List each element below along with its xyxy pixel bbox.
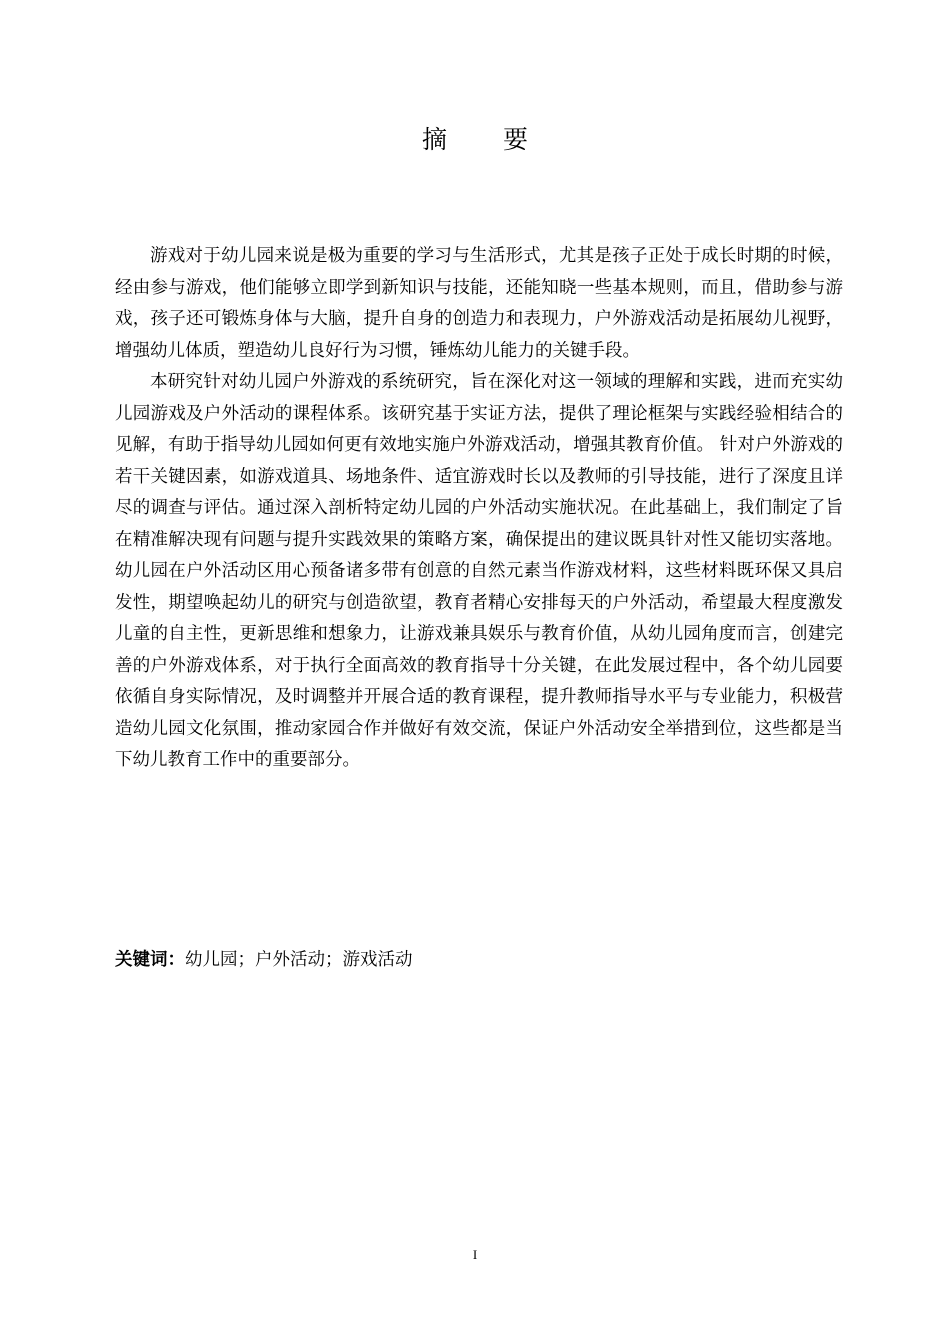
abstract-body (115, 241, 843, 777)
page-number: I (472, 1247, 478, 1262)
abstract-paragraph-2: 本研究针对幼儿园户外游戏的系统研究，旨在深化对这一领域的理解和实践，进而充实幼儿园游戏及户外活动的课程体系。该研究基于实证方法，提供了理论框架与实践经验相结合的见解，有助于指导幼儿园如何更有效地实施户外游戏活动，增强其教育价值。 针对户外游戏的若干关键因素，如游戏道具、场地条件、适宜游戏时长以及教师的引导技能，进行了深度且详尽的调查与评估。通过深入剖析特定幼儿园的户外活动实施状况。在此基础上，我们制定了旨在精准解决现有问题与提升实践效果的策略方案，确保提出的建议既具针对性又能切实落地。 幼儿园在户外活动区用心预备诸多带有创意的自然元素当作游戏材料，这些材料既环保又具启发性，期望唤起幼儿的研究与创造欲望，教育者精心安排每天的户外活动，希望最大程度激发儿童的自主性，更新思维和想象力，让游戏兼具娱乐与教育价值，从幼儿园角度而言，创建完善的户外游戏体系，对于执行全面高效的教育指导十分关键，在此发展过程中，各个幼儿园要依循自身实际情况，及时调整并开展合适的教育课程，提升教师指导水平与专业能力，积极营造幼儿园文化氛围，推动家园合作并做好有效交流，保证户外活动安全举措到位，这些都是当下幼儿教育工作中的重要部分。 (115, 372, 843, 770)
page-title: 摘 要 (422, 125, 552, 154)
keywords-value: 幼儿园；户外活动；游戏活动 (185, 950, 413, 970)
abstract-paragraph-1: 游戏对于幼儿园来说是极为重要的学习与生活形式，尤其是孩子正处于成长时期的时候，经由参与游戏，他们能够立即学到新知识与技能，还能知晓一些基本规则，而且，借助参与游戏，孩子还可锻炼身体与大脑，提升自身的创造力和表现力，户外游戏活动是拓展幼儿视野，增强幼儿体质，塑造幼儿良好行为习惯，锤炼幼儿能力的关键手段。 (115, 246, 843, 361)
keywords-line (115, 945, 843, 975)
keywords-label: 关键词： (115, 950, 185, 970)
